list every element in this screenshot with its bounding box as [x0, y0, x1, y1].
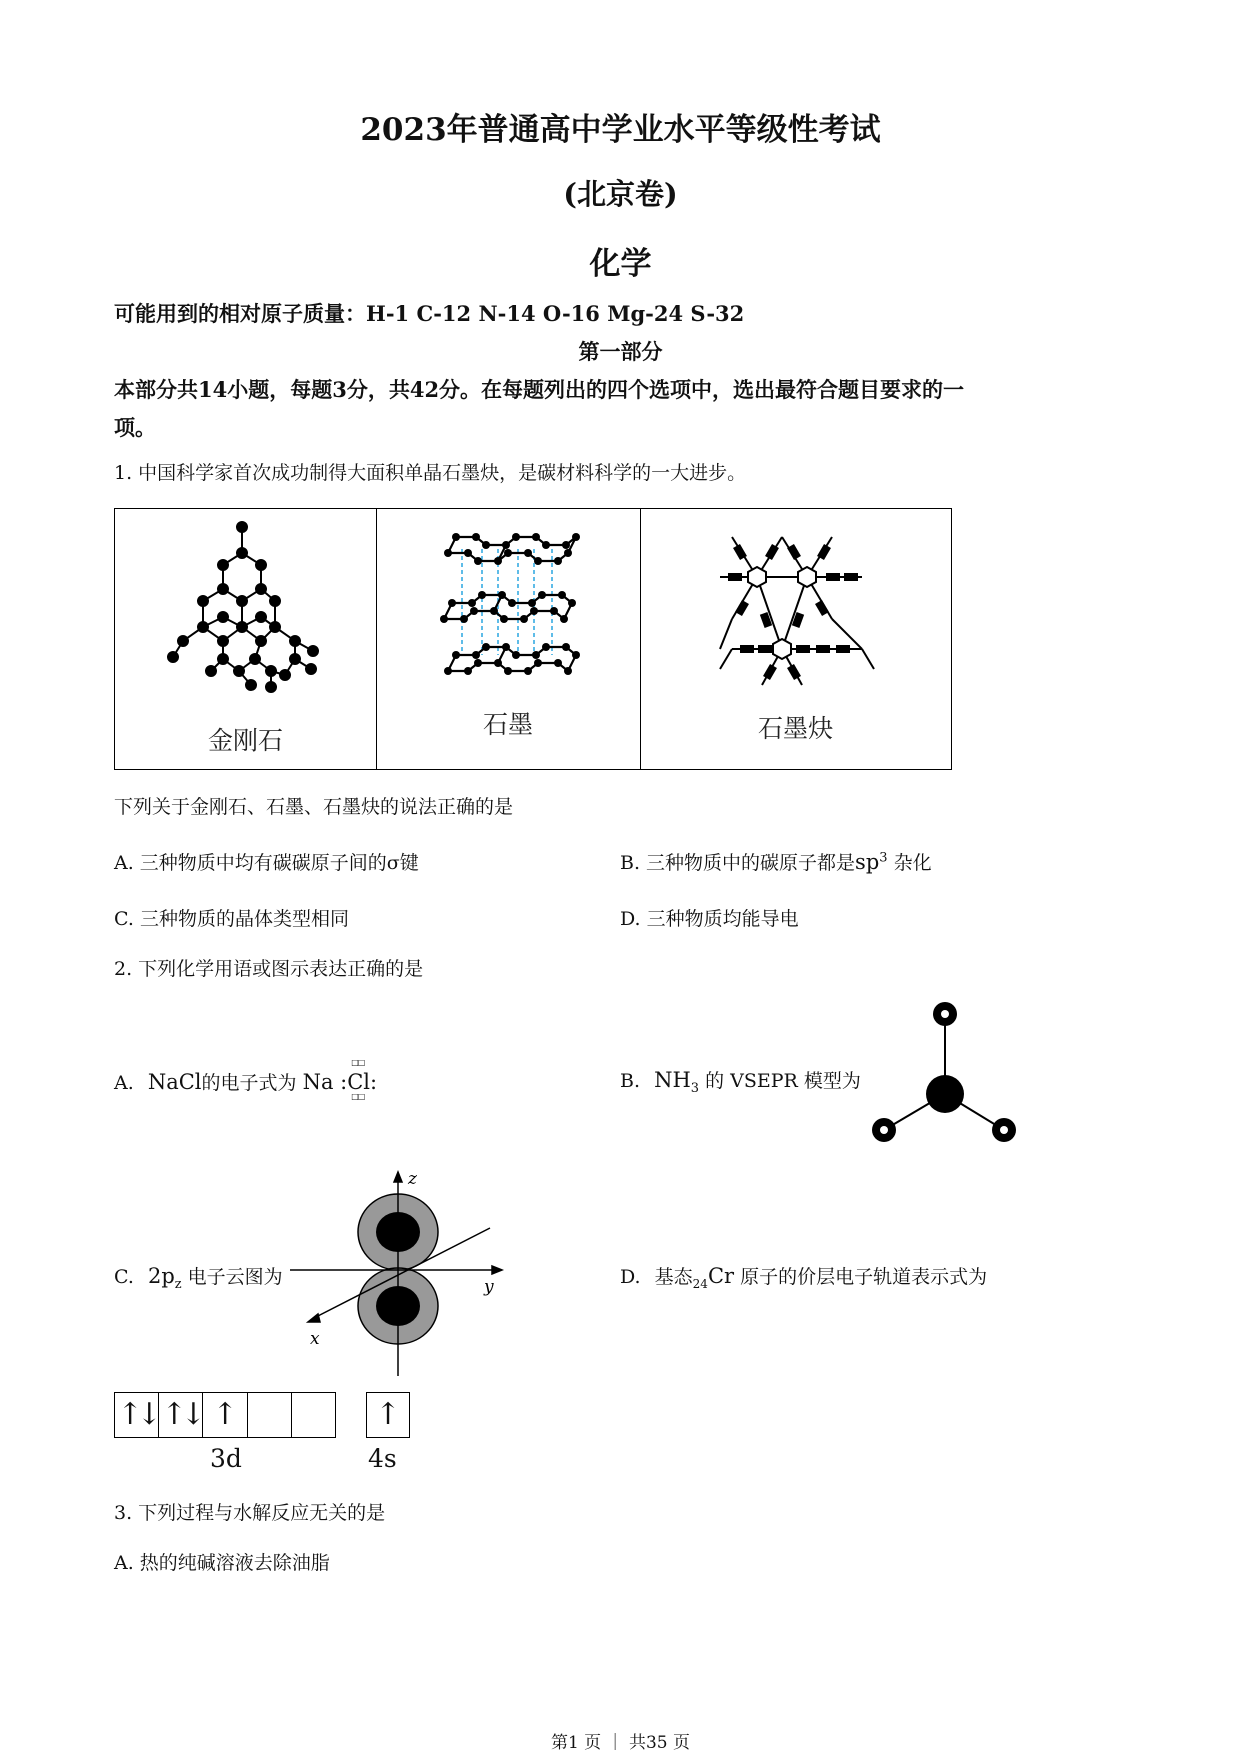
q1-option-b-chem: sp [855, 850, 880, 874]
q2-option-d[interactable] [620, 1262, 987, 1291]
page-footer: 第1 页 ｜ 共35 页 [550, 1733, 691, 1753]
q2-option-a-formula: NaCl [147, 1070, 202, 1094]
q2-option-a-colon: : [370, 1070, 378, 1094]
orbital-4s-label: 4s [368, 1444, 397, 1473]
graphdiyne-structure-diagram [640, 509, 951, 709]
diamond-structure-diagram [115, 509, 376, 709]
orbital-4s-box: ↑ [366, 1392, 410, 1438]
orbital-3d-box-3: ↑ [203, 1393, 247, 1437]
diamond-label: 金刚石 [207, 726, 283, 755]
orbital-3d-box-4 [248, 1393, 292, 1437]
lone-pair-bottom-icon: □□ [351, 1092, 365, 1101]
q2-option-c-prefix: C. [114, 1266, 134, 1288]
q1-figure-table [114, 508, 952, 770]
q2-option-d-text1: 基态 [654, 1266, 693, 1288]
graphdiyne-label: 石墨炔 [757, 714, 833, 743]
diamond-cell [115, 509, 377, 769]
exam-title: 2023年普通高中学业水平等级性考试 [360, 112, 881, 148]
part-heading: 第一部分 [578, 339, 663, 364]
q2-option-c-text: 电子云图为 [187, 1266, 283, 1288]
q1-option-b-sup: 3 [879, 850, 888, 866]
q3-stem: 3. 下列过程与水解反应无关的是 [114, 1502, 386, 1524]
exam-subtitle: (北京卷) [563, 177, 678, 211]
axis-z-label: z [408, 1169, 417, 1189]
q1-option-c[interactable]: C. 三种物质的晶体类型相同 [114, 908, 349, 930]
atomic-masses: 可能用到的相对原子质量：H-1 C-12 N-14 O-16 Mg-24 S-32 [114, 301, 745, 326]
nh3-vsepr-model-diagram [860, 996, 1020, 1156]
orbital-3d-box-1: ↑↓ [115, 1393, 159, 1437]
q1-option-b-suffix: 杂化 [893, 852, 932, 874]
q2-option-d-elem: Cr [707, 1264, 735, 1288]
q2-option-c[interactable] [114, 1262, 283, 1292]
q1-prompt: 下列关于金刚石、石墨、石墨炔的说法正确的是 [114, 796, 514, 818]
q2-option-a-ion: Na : [302, 1070, 348, 1094]
q2-option-c-sub: z [174, 1276, 182, 1292]
q1-option-b[interactable] [620, 848, 932, 875]
q2-option-b-formula: NH [654, 1068, 691, 1092]
q2-option-d-sub: 24 [692, 1276, 708, 1291]
q2-option-a-text: 的电子式为 [201, 1072, 297, 1094]
graphite-cell [376, 509, 641, 769]
q3-option-a[interactable]: A. 热的纯碱溶液去除油脂 [114, 1552, 330, 1574]
lone-pair-top-icon: □□ [351, 1058, 365, 1067]
q2-option-a[interactable] [114, 1058, 378, 1101]
axis-y-label: y [484, 1277, 494, 1297]
q1-option-d[interactable]: D. 三种物质均能导电 [620, 908, 799, 930]
orbital-3d-box-2: ↑↓ [159, 1393, 203, 1437]
axis-x-label: x [310, 1329, 320, 1349]
q2-option-c-formula: 2p [147, 1264, 175, 1288]
q2-option-d-text2: 原子的价层电子轨道表示式为 [740, 1266, 988, 1288]
q1-option-a[interactable]: A. 三种物质中均有碳碳原子间的σ键 [114, 852, 419, 874]
q1-option-b-prefix: B. 三种物质中的碳原子都是 [620, 852, 856, 874]
q2-option-a-cl: Cl □□ □□ [347, 1058, 371, 1101]
part-instructions-line2: 项。 [114, 415, 156, 440]
orbital-3d-label: 3d [210, 1444, 242, 1473]
graphdiyne-cell [640, 509, 951, 769]
q2-option-b-text: 的 VSEPR 模型为 [705, 1070, 861, 1092]
q2-option-b[interactable] [620, 1066, 861, 1096]
part-instructions-line1: 本部分共14小题，每题3分，共42分。在每题列出的四个选项中，选出最符合题目要求的一 [114, 377, 965, 402]
subject-title: 化学 [589, 246, 652, 282]
orbital-3d-boxes [114, 1392, 336, 1438]
2pz-electron-cloud-diagram [290, 1168, 510, 1378]
q2-option-d-prefix: D. [620, 1266, 641, 1288]
graphite-label: 石墨 [482, 710, 533, 739]
q1-stem: 1. 中国科学家首次成功制得大面积单晶石墨炔，是碳材料科学的一大进步。 [114, 462, 747, 484]
q2-option-b-prefix: B. [620, 1070, 641, 1092]
orbital-3d-box-5 [292, 1393, 335, 1437]
q2-option-a-prefix: A. [114, 1072, 134, 1094]
q2-stem: 2. 下列化学用语或图示表达正确的是 [114, 958, 424, 980]
graphite-structure-diagram [376, 509, 640, 709]
q2-option-b-sub: 3 [690, 1080, 700, 1096]
